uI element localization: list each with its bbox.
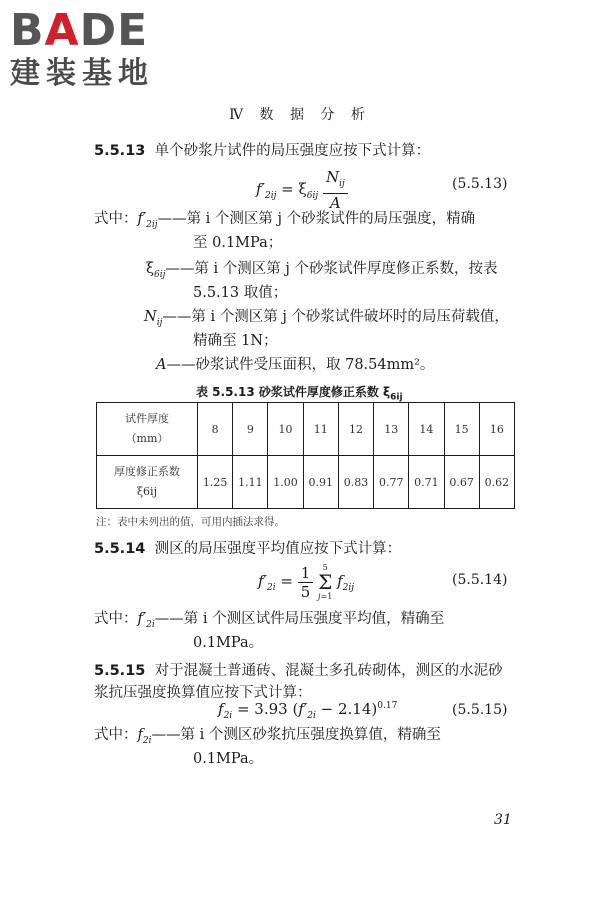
equation-number: (5.5.13): [452, 176, 508, 192]
table-caption: 表 5.5.13 砂浆试件厚度修正系数 $\xi_{6ij}$: [196, 385, 403, 403]
table-cell: 12: [338, 403, 373, 456]
clause-text: 测区的局压强度平均值应按下式计算：: [154, 541, 402, 557]
table-row-thickness: [97, 403, 515, 456]
table-cell: 0.62: [479, 456, 514, 509]
definition-xi6ij-cont: 5.5.13 取值；: [193, 285, 288, 301]
clause-5-5-13: [94, 140, 430, 162]
definition-a: A——砂浆试件受压面积，取 78.54mm²。: [156, 357, 435, 373]
table-row-factor: [97, 456, 515, 509]
clause-5-5-15: [94, 660, 503, 682]
table-cell: 8: [198, 403, 233, 456]
row-header-thickness: 试件厚度 （mm）: [97, 403, 198, 456]
table-cell: 1.25: [198, 456, 233, 509]
table-cell: 1.11: [233, 456, 268, 509]
table-cell: 0.91: [303, 456, 338, 509]
definition-nij: $N_{ij}——$第 i 个测区第 j 个砂浆试件破坏时的局压荷载值，: [144, 309, 509, 328]
logo-wordmark: BADE: [10, 5, 149, 56]
logo-subtitle: 建装基地: [10, 56, 154, 91]
table-cell: 0.67: [444, 456, 479, 509]
definition-f2i-cont: 0.1MPa。: [193, 635, 264, 651]
table-cell: 15: [444, 403, 479, 456]
definition-f2ij: 式中：$f'_{2ij}——$第 i 个测区第 j 个砂浆试件的局压强度，精确: [94, 211, 476, 230]
formula-5-5-14: $f'_{2i}$ = $\frac{1}{5}$ 5 Σ j=1 $f_{2ij}$: [258, 563, 355, 601]
definition-nij-cont: 精确至 1N；: [193, 333, 278, 349]
clause-text-cont: 浆抗压强度换算值应按下式计算：: [94, 685, 312, 701]
definition-xi6ij: $\xi_{6ij}——$第 i 个测区第 j 个砂浆试件厚度修正系数，按表: [146, 261, 498, 280]
table-cell: 0.83: [338, 456, 373, 509]
equation-number: (5.5.14): [452, 572, 508, 588]
table-cell: 11: [303, 403, 338, 456]
table-cell: 14: [409, 403, 444, 456]
definition-f2i-15-cont: 0.1MPa。: [193, 751, 264, 767]
section-title: Ⅳ 数 据 分 析: [229, 107, 371, 123]
table-cell: 1.00: [268, 456, 303, 509]
definition-f2i: 式中：$f'_{2i}——$第 i 个测区试件局压强度平均值，精确至: [94, 611, 445, 630]
clause-text: 对于混凝土普通砖、混凝土多孔砖砌体，测区的水泥砂: [154, 663, 503, 679]
table-cell: 16: [479, 403, 514, 456]
clause-text: 单个砂浆片试件的局压强度应按下式计算：: [154, 143, 431, 159]
table-cell: 10: [268, 403, 303, 456]
clause-number: 5.5.15: [94, 663, 146, 679]
row-header-factor: 厚度修正系数 ξ6ij: [97, 456, 198, 509]
thickness-correction-table: [96, 402, 515, 509]
table-cell: 0.77: [374, 456, 409, 509]
clause-number: 5.5.13: [94, 143, 146, 159]
formula-5-5-13: $f'_{2ij} = \xi_{6ij}$ $\frac{N_{ij}}{A}$: [256, 168, 348, 212]
clause-5-5-14: [94, 538, 401, 560]
equation-number: (5.5.15): [452, 702, 508, 718]
table-cell: 0.71: [409, 456, 444, 509]
formula-5-5-15: $f_{2i} = 3.93$ $(f'_{2i} - 2.14)^{0.17}$: [218, 700, 398, 721]
clause-number: 5.5.14: [94, 541, 146, 557]
page-number: 31: [494, 812, 512, 828]
table-cell: 9: [233, 403, 268, 456]
definition-f2ij-cont: 至 0.1MPa；: [193, 235, 283, 251]
logo: [8, 4, 178, 96]
table-note: 注：表中未列出的值，可用内插法求得。: [96, 516, 285, 528]
definition-f2i-15: 式中：$f_{2i}——$第 i 个测区砂浆抗压强度换算值，精确至: [94, 727, 441, 746]
table-cell: 13: [374, 403, 409, 456]
